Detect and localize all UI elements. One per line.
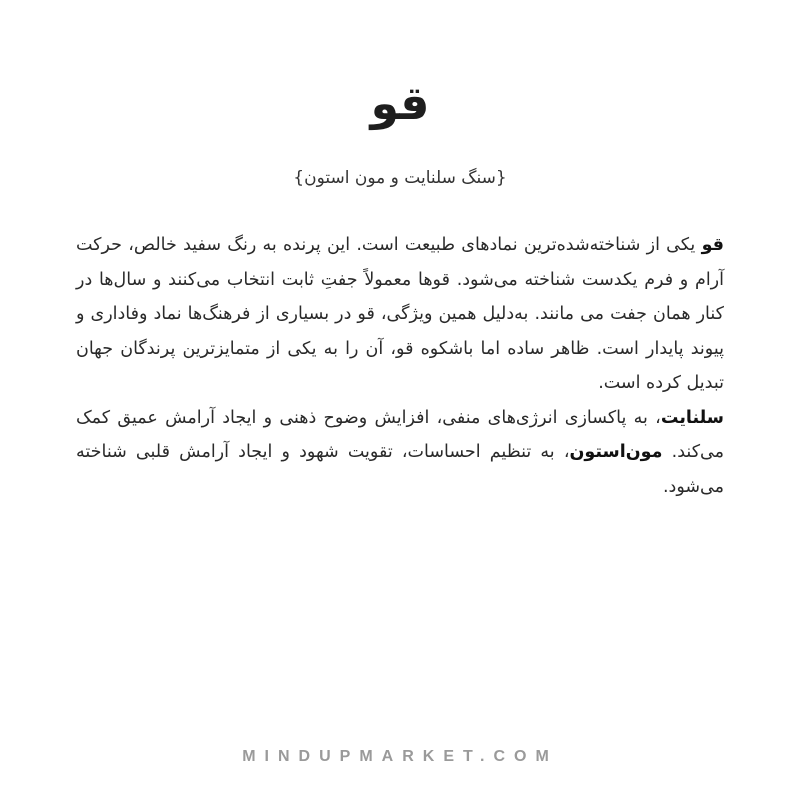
moonstone-term: مون‌استون [569, 442, 663, 462]
swan-description: یکی از شناخته‌شده‌ترین نمادهای طبیعت است. این پرنده به رنگ سفید خالص، حرکت آرام و فرم یکدست شناخته می‌شود. قوها معمولاً جفتِ ثابت انتخاب می‌کنند و سال‌ها در کنار همان جفت می مانند. به‌دلیل همین ویژگی، قو در بسیاری از فرهنگ‌ها نماد وفاداری و پیوند پایدار است. ظاهر ساده اما باشکوه قو، آن را به یکی از متمایزترین پرندگان جهان تبدیل کرده است. [76, 235, 724, 393]
paragraph-swan [76, 228, 724, 401]
page-title: قو [370, 76, 430, 130]
page-subtitle: {سنگ سلنایت و مون استون} [293, 168, 507, 188]
moonstone-description: ، به تنظیم احساسات، تقویت شهود و ایجاد آرامش قلبی شناخته می‌شود. [76, 442, 724, 497]
site-url: MINDUPMARKET.COM [242, 748, 558, 765]
selenite-description: ، به پاکسازی انرژی‌های منفی، افزایش وضوح ذهنی و ایجاد آرامش عمیق کمک می‌کند. [76, 407, 724, 462]
body-text [76, 228, 724, 504]
swan-term: قو [701, 235, 724, 255]
selenite-term: سلنایت [660, 407, 724, 428]
paragraph-stones [76, 401, 724, 505]
